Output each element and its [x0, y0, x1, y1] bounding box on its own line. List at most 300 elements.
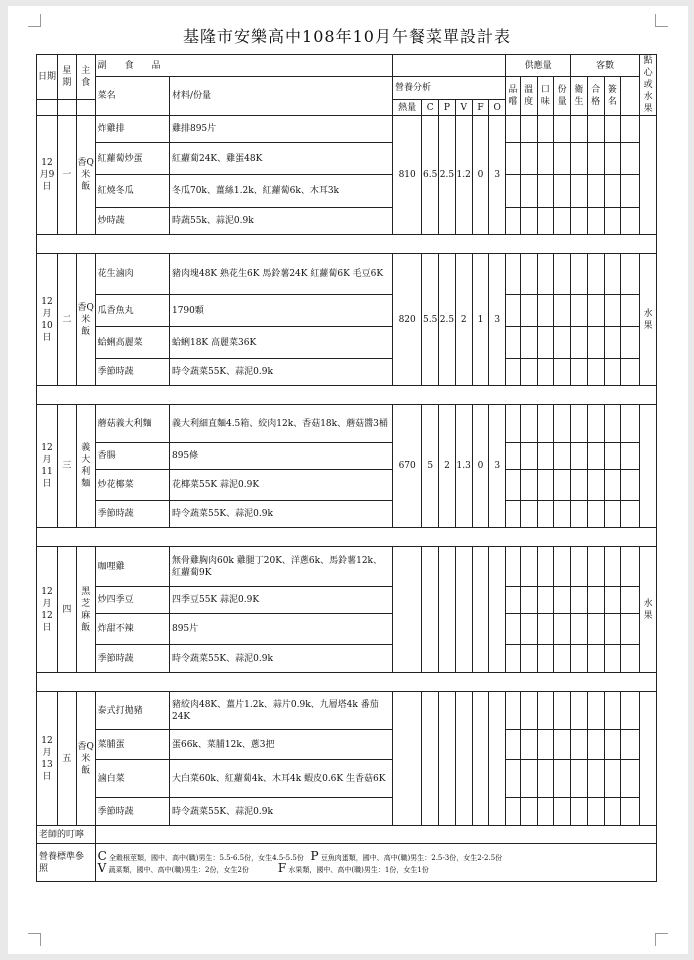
dish-name: 季節時蔬 [95, 798, 169, 826]
nutrition-f: 1 [472, 254, 489, 386]
check-cell [554, 470, 571, 501]
check-cell [571, 254, 588, 295]
header-hygiene: 衛生 [571, 77, 588, 116]
dish-name: 炒四季豆 [95, 587, 169, 614]
day-date: 12月11日 [37, 405, 58, 528]
check-cell [520, 116, 537, 143]
check-cell [604, 501, 621, 528]
check-cell [506, 692, 521, 730]
dish-name: 季節時蔬 [95, 359, 169, 386]
check-cell [506, 587, 521, 614]
check-cell [537, 254, 554, 295]
dish-ingredients: 時令蔬菜55K、蒜泥0.9k [169, 798, 392, 826]
check-cell [537, 760, 554, 798]
standard-p-text: 豆魚肉蛋類，國中、高中(職)男生：2.5-3份，女生2-2.5份 [320, 853, 503, 862]
check-cell [520, 798, 537, 826]
standard-line [97, 860, 654, 875]
check-cell [587, 143, 604, 175]
dish-ingredients: 蛤蜊18K 高麗菜36K [169, 327, 392, 359]
day-weekday: 一 [57, 116, 76, 235]
check-cell [554, 143, 571, 175]
check-cell [506, 501, 521, 528]
nutrition-f [472, 547, 489, 673]
check-cell [506, 547, 521, 587]
day-staple: 香Q米飯 [76, 254, 95, 386]
check-cell [506, 295, 521, 327]
nutrition-p [439, 547, 456, 673]
check-cell [621, 798, 640, 826]
dish-name: 瓜香魚丸 [95, 295, 169, 327]
check-cell [554, 254, 571, 295]
standard-line [97, 848, 654, 863]
check-cell [587, 614, 604, 645]
check-cell [571, 730, 588, 760]
check-cell [554, 692, 571, 730]
check-cell [587, 443, 604, 470]
check-cell [621, 730, 640, 760]
standard-f-text: 水果類，國中、高中(職)男生：1份，女生1份 [288, 865, 429, 874]
check-cell [537, 359, 554, 386]
header-temp: 溫度 [520, 77, 537, 116]
check-cell [571, 798, 588, 826]
check-cell [621, 327, 640, 359]
check-cell [621, 405, 640, 443]
dish-name: 蛤蜊高麗菜 [95, 327, 169, 359]
check-cell [537, 692, 554, 730]
check-cell [554, 587, 571, 614]
day-date: 12月12日 [37, 547, 58, 673]
header-tasting: 品嚐 [506, 77, 521, 116]
check-cell [520, 547, 537, 587]
dish-name: 咖哩雞 [95, 547, 169, 587]
check-cell [506, 359, 521, 386]
check-cell [506, 470, 521, 501]
crop-mark [28, 933, 41, 946]
check-cell [520, 143, 537, 175]
check-cell [537, 405, 554, 443]
nutrition-c: 5.5 [422, 254, 439, 386]
check-cell [621, 501, 640, 528]
check-cell [537, 547, 554, 587]
check-cell [587, 692, 604, 730]
nutrition-o: 3 [489, 254, 506, 386]
check-cell [604, 730, 621, 760]
check-cell [587, 254, 604, 295]
day-weekday: 四 [57, 547, 76, 673]
check-cell [587, 501, 604, 528]
check-cell [537, 501, 554, 528]
check-cell [604, 760, 621, 798]
header-dish: 菜名 [95, 77, 169, 116]
check-cell [621, 547, 640, 587]
check-cell [571, 143, 588, 175]
check-cell [554, 327, 571, 359]
nutrition-p: 2.5 [439, 116, 456, 235]
nutrition-o [489, 547, 506, 673]
check-cell [506, 175, 521, 208]
nutrition-standard-label: 營養標準參照 [37, 844, 96, 882]
day-staple: 香Q米飯 [76, 116, 95, 235]
check-cell [506, 405, 521, 443]
header-pass: 合格 [587, 77, 604, 116]
check-cell [537, 295, 554, 327]
check-cell [587, 116, 604, 143]
check-cell [621, 614, 640, 645]
day-date: 12月10日 [37, 254, 58, 386]
dish-ingredients: 義大利細直麵4.5箱、絞肉12k、香菇18k、蘑菇醬3桶 [169, 405, 392, 443]
day-fruit [640, 405, 657, 528]
check-cell [604, 443, 621, 470]
nutrition-p: 2 [439, 405, 456, 528]
check-cell [604, 116, 621, 143]
day-staple: 義大利麵 [76, 405, 95, 528]
check-cell [537, 443, 554, 470]
nutrition-cal [393, 547, 422, 673]
check-cell [520, 443, 537, 470]
check-cell [571, 359, 588, 386]
check-cell [587, 645, 604, 673]
check-cell [554, 443, 571, 470]
day-date: 12月9日 [37, 116, 58, 235]
dish-name: 香腸 [95, 443, 169, 470]
header-staple-sub [76, 100, 95, 116]
dish-ingredients: 花椰菜55K 蒜泥0.9K [169, 470, 392, 501]
header-o: O [489, 100, 506, 116]
header-f: F [472, 100, 489, 116]
dish-name: 炒時蔬 [95, 208, 169, 235]
nutrition-standard [95, 844, 656, 882]
check-cell [604, 175, 621, 208]
header-date-sub [37, 100, 58, 116]
dish-name: 紅燒冬瓜 [95, 175, 169, 208]
check-cell [506, 760, 521, 798]
check-cell [537, 470, 554, 501]
standard-v-letter: V [97, 860, 107, 875]
dish-ingredients: 冬瓜70k、薑絲1.2k、紅蘿蔔6k、木耳3k [169, 175, 392, 208]
check-cell [537, 645, 554, 673]
check-cell [520, 470, 537, 501]
header-portion: 份量 [554, 77, 571, 116]
nutrition-f: 0 [472, 116, 489, 235]
nutrition-p: 2.5 [439, 254, 456, 386]
check-cell [554, 547, 571, 587]
check-cell [587, 547, 604, 587]
dish-ingredients: 時令蔬菜55K、蒜泥0.9k [169, 359, 392, 386]
check-cell [537, 116, 554, 143]
nutrition-v [455, 547, 472, 673]
check-cell [604, 327, 621, 359]
day-fruit: 水果 [640, 254, 657, 386]
check-cell [621, 587, 640, 614]
check-cell [621, 175, 640, 208]
check-cell [587, 405, 604, 443]
check-cell [554, 645, 571, 673]
check-cell [604, 254, 621, 295]
check-cell [621, 208, 640, 235]
check-cell [506, 254, 521, 295]
check-cell [554, 798, 571, 826]
dish-name: 紅蘿蔔炒蛋 [95, 143, 169, 175]
nutrition-o [489, 692, 506, 826]
standard-c-letter: C [97, 848, 107, 863]
check-cell [571, 692, 588, 730]
check-cell [506, 116, 521, 143]
check-cell [587, 798, 604, 826]
check-cell [554, 614, 571, 645]
header-kitchen: 客數 [571, 55, 640, 77]
check-cell [587, 208, 604, 235]
day-fruit [640, 692, 657, 826]
nutrition-cal: 820 [393, 254, 422, 386]
check-cell [604, 547, 621, 587]
check-cell [554, 208, 571, 235]
check-cell [554, 760, 571, 798]
check-cell [506, 614, 521, 645]
check-cell [537, 208, 554, 235]
check-cell [520, 175, 537, 208]
header-date: 日期 [37, 55, 58, 100]
check-cell [520, 614, 537, 645]
day-separator [37, 673, 657, 692]
nutrition-o: 3 [489, 116, 506, 235]
check-cell [554, 295, 571, 327]
dish-ingredients: 時蔬55k、蒜泥0.9k [169, 208, 392, 235]
check-cell [571, 116, 588, 143]
header-staple: 主食 [76, 55, 95, 100]
nutrition-v: 1.3 [455, 405, 472, 528]
standard-p-letter: P [310, 848, 319, 863]
day-weekday: 二 [57, 254, 76, 386]
check-cell [571, 470, 588, 501]
nutrition-c [422, 692, 439, 826]
nutrition-o: 3 [489, 405, 506, 528]
header-supplier: 供應量 [506, 55, 571, 77]
nutrition-f [472, 692, 489, 826]
header-nutrition-top [393, 55, 506, 77]
check-cell [621, 470, 640, 501]
day-staple: 黑芝麻飯 [76, 547, 95, 673]
check-cell [520, 359, 537, 386]
check-cell [506, 208, 521, 235]
check-cell [587, 295, 604, 327]
check-cell [520, 295, 537, 327]
check-cell [604, 614, 621, 645]
dish-name: 炸雞排 [95, 116, 169, 143]
nutrition-f: 0 [472, 405, 489, 528]
dish-ingredients: 無骨雞胸肉60k 雞腿丁20K、洋蔥6k、馬鈴薯12k、紅蘿蔔9K [169, 547, 392, 587]
check-cell [554, 175, 571, 208]
nutrition-cal: 810 [393, 116, 422, 235]
check-cell [587, 327, 604, 359]
teacher-note-label: 老師的叮嚀 [37, 826, 96, 844]
check-cell [571, 208, 588, 235]
header-note: 簽名 [604, 77, 621, 116]
dish-name: 花生滷肉 [95, 254, 169, 295]
day-separator [37, 528, 657, 547]
page-title: 基隆市安樂高中108年10月午餐菜單設計表 [183, 27, 511, 46]
check-cell [587, 760, 604, 798]
dish-ingredients: 豬絞肉48K、薑片1.2k、蒜片0.9k、九層塔4k 番茄24K [169, 692, 392, 730]
nutrition-c: 5 [422, 405, 439, 528]
dish-ingredients: 雞排895片 [169, 116, 392, 143]
standard-f-letter: F [277, 860, 287, 875]
crop-mark [655, 933, 668, 946]
check-cell [604, 295, 621, 327]
check-cell [587, 730, 604, 760]
check-cell [554, 730, 571, 760]
dish-ingredients: 時令蔬菜55K、蒜泥0.9k [169, 501, 392, 528]
check-cell [621, 645, 640, 673]
nutrition-p [439, 692, 456, 826]
check-cell [571, 327, 588, 359]
dish-ingredients: 四季豆55K 蒜泥0.9K [169, 587, 392, 614]
header-extra [621, 77, 640, 116]
check-cell [506, 143, 521, 175]
day-separator [37, 235, 657, 254]
check-cell [621, 359, 640, 386]
header-c: C [422, 100, 439, 116]
dish-ingredients: 豬肉塊48K 熟花生6K 馬鈴薯24K 紅蘿蔔6K 毛豆6K [169, 254, 392, 295]
check-cell [604, 208, 621, 235]
nutrition-c: 6.5 [422, 116, 439, 235]
check-cell [571, 501, 588, 528]
check-cell [506, 327, 521, 359]
check-cell [621, 116, 640, 143]
header-weekday-sub [57, 100, 76, 116]
dish-name: 泰式打拋豬 [95, 692, 169, 730]
check-cell [520, 692, 537, 730]
header-taste: 口味 [537, 77, 554, 116]
check-cell [604, 587, 621, 614]
check-cell [604, 359, 621, 386]
check-cell [621, 254, 640, 295]
check-cell [537, 730, 554, 760]
check-cell [506, 730, 521, 760]
check-cell [571, 645, 588, 673]
dish-ingredients: 蛋66k、菜脯12k、蔥3把 [169, 730, 392, 760]
check-cell [587, 359, 604, 386]
check-cell [506, 443, 521, 470]
check-cell [554, 116, 571, 143]
check-cell [520, 405, 537, 443]
check-cell [554, 501, 571, 528]
check-cell [520, 208, 537, 235]
check-cell [571, 443, 588, 470]
check-cell [520, 730, 537, 760]
header-weekday: 星期 [57, 55, 76, 100]
check-cell [604, 692, 621, 730]
dish-name: 滷白菜 [95, 760, 169, 798]
check-cell [621, 760, 640, 798]
dish-ingredients: 895片 [169, 614, 392, 645]
check-cell [621, 295, 640, 327]
header-nutrition: 營養分析 [393, 77, 506, 100]
day-weekday: 三 [57, 405, 76, 528]
day-weekday: 五 [57, 692, 76, 826]
day-fruit: 水果 [640, 547, 657, 673]
check-cell [604, 798, 621, 826]
check-cell [537, 614, 554, 645]
check-cell [554, 359, 571, 386]
nutrition-v: 1.2 [455, 116, 472, 235]
standard-v-text: 蔬菜類，國中、高中(職)男生：2份，女生2份 [108, 865, 249, 874]
check-cell [571, 295, 588, 327]
check-cell [520, 254, 537, 295]
header-side: 副 食 品 [95, 55, 392, 77]
nutrition-cal [393, 692, 422, 826]
header-v: V [455, 100, 472, 116]
check-cell [604, 470, 621, 501]
nutrition-c [422, 547, 439, 673]
check-cell [571, 175, 588, 208]
check-cell [537, 587, 554, 614]
header-ingredients: 材料/份量 [169, 77, 392, 116]
check-cell [571, 547, 588, 587]
check-cell [604, 645, 621, 673]
check-cell [587, 175, 604, 208]
dish-name: 炸甜不辣 [95, 614, 169, 645]
standard-c-text: 全穀根莖類，國中、高中(職)男生：5.5-6.5份，女生4.5-5.5份 [109, 853, 304, 862]
header-remarks: 點心或水果 [640, 55, 657, 116]
check-cell [520, 327, 537, 359]
check-cell [621, 143, 640, 175]
check-cell [587, 470, 604, 501]
check-cell [604, 143, 621, 175]
nutrition-cal: 670 [393, 405, 422, 528]
check-cell [506, 798, 521, 826]
header-calories: 熱量 [393, 100, 422, 116]
check-cell [537, 327, 554, 359]
dish-name: 蘑菇義大利麵 [95, 405, 169, 443]
dish-ingredients: 紅蘿蔔24K、雞蛋48K [169, 143, 392, 175]
check-cell [520, 645, 537, 673]
day-staple: 香Q米飯 [76, 692, 95, 826]
check-cell [520, 501, 537, 528]
check-cell [571, 760, 588, 798]
check-cell [571, 587, 588, 614]
dish-ingredients: 1790顆 [169, 295, 392, 327]
nutrition-v: 2 [455, 254, 472, 386]
check-cell [537, 143, 554, 175]
teacher-note-cell [95, 826, 656, 844]
dish-name: 季節時蔬 [95, 645, 169, 673]
check-cell [506, 645, 521, 673]
dish-name: 菜脯蛋 [95, 730, 169, 760]
check-cell [621, 443, 640, 470]
dish-name: 炒花椰菜 [95, 470, 169, 501]
header-p: P [439, 100, 456, 116]
check-cell [621, 692, 640, 730]
dish-ingredients: 時令蔬菜55K、蒜泥0.9k [169, 645, 392, 673]
check-cell [571, 405, 588, 443]
dish-name: 季節時蔬 [95, 501, 169, 528]
check-cell [537, 798, 554, 826]
day-fruit [640, 116, 657, 235]
check-cell [587, 587, 604, 614]
check-cell [604, 405, 621, 443]
day-date: 12月13日 [37, 692, 58, 826]
check-cell [571, 614, 588, 645]
check-cell [554, 405, 571, 443]
dish-ingredients: 大白菜60k、紅蘿蔔4k、木耳4k 蝦皮0.6K 生香菇6K [169, 760, 392, 798]
day-separator [37, 386, 657, 405]
check-cell [520, 587, 537, 614]
dish-ingredients: 895條 [169, 443, 392, 470]
nutrition-v [455, 692, 472, 826]
check-cell [537, 175, 554, 208]
check-cell [520, 760, 537, 798]
menu-table [36, 54, 657, 882]
